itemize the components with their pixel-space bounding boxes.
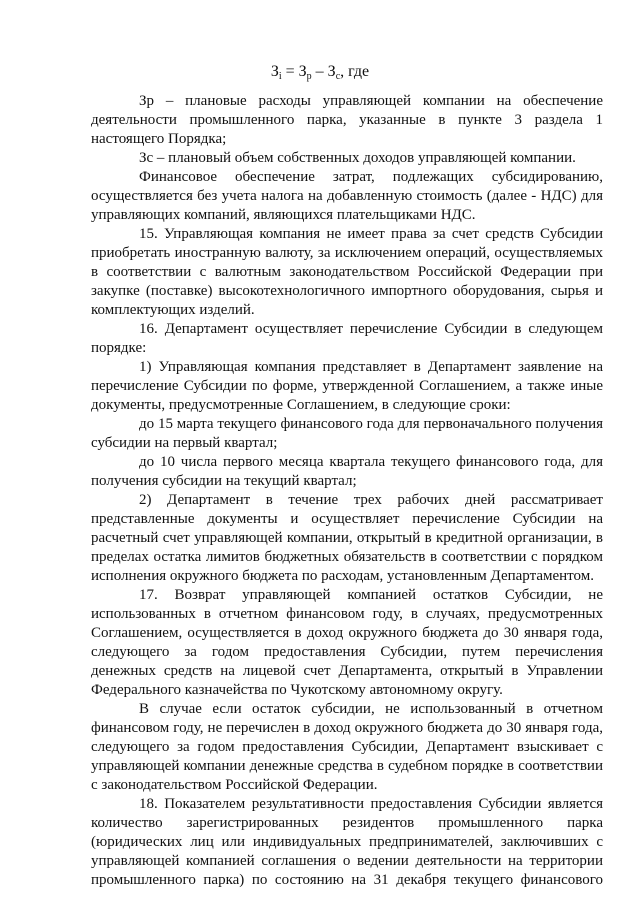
formula-term-b-subscript: с	[335, 71, 341, 82]
formula-minus: –	[311, 63, 328, 80]
paragraph-16-1: 1) Управляющая компания представляет в Департамент заявление на перечисление Субсидии по форме, утвержденной Соглашением, а также иные документы, предусмотренные Соглашением, в следующие сроки:	[91, 359, 603, 413]
paragraph-definition-zs: Зс – плановый объем собственных доходов управляющей компании.	[139, 150, 576, 166]
formula-lhs-subscript: i	[278, 71, 282, 82]
paragraph-definition-zr: Зр – плановые расходы управляющей компании на обеспечение деятельности промышленного парка, указанные в пункте 3 раздела 1 настоящего Порядка;	[91, 93, 603, 147]
paragraph-17-recovery: В случае если остаток субсидии, не использованный в отчетном финансовом году, не перечислен в доход окружного бюджета до 30 января года, следующего за годом предоставления Субсидии, Департамент взыскивает с управляющей компании денежные средства в судебном порядке в соответствии с законодательством Российской Федерации.	[91, 701, 603, 793]
formula-term-a-subscript: р	[306, 71, 312, 82]
paragraph-17: 17. Возврат управляющей компанией остатков Субсидии, не использованных в отчетном финансовом году, в случаях, предусмотренных Соглашением, осуществляется в доход окружного бюджета до 30 января года, следующего за годом предоставления Субсидии, путем перечисления денежных средств на лицевой счет Департамента, открытый в Управлении Федерального казначейства по Чукотскому автономному округу.	[91, 587, 603, 698]
document-body	[91, 92, 603, 890]
formula-term-b: З	[327, 63, 336, 80]
formula-term-a: З	[298, 63, 307, 80]
paragraph-16-2: 2) Департамент в течение трех рабочих дней рассматривает представленные документы и осуществляет перечисление Субсидии на расчетный счет управляющей компании, открытый в кредитной организации, в пределах остатка лимитов бюджетных обязательств в соответствии с порядком исполнения окружного бюджета по расходам, установленным Департаментом.	[91, 492, 603, 584]
formula-tail: , где	[340, 63, 370, 80]
paragraph-vat-note: Финансовое обеспечение затрат, подлежащих субсидированию, осуществляется без учета налога на добавленную стоимость (далее - НДС) для управляющих компаний, являющихся плательщиками НДС.	[91, 169, 603, 223]
paragraph-16: 16. Департамент осуществляет перечисление Субсидии в следующем порядке:	[91, 321, 603, 356]
formula-equals: =	[281, 63, 299, 80]
paragraph-15: 15. Управляющая компания не имеет права за счет средств Субсидии приобретать иностранную валюту, за исключением операций, осуществляемых в соответствии с валютным законодательством Российской Федерации при закупке (поставке) высокотехнологичного импортного оборудования, сырья и комплектующих изделий.	[91, 226, 603, 318]
paragraph-deadline-quarter: до 10 числа первого месяца квартала текущего финансового года, для получения субсидии на текущий квартал;	[91, 454, 603, 489]
paragraph-deadline-march: до 15 марта текущего финансового года для первоначального получения субсидии на первый квартал;	[91, 416, 603, 451]
formula	[0, 62, 640, 82]
formula-lhs: З	[270, 63, 279, 80]
paragraph-18: 18. Показателем результативности предоставления Субсидии является количество зарегистрированных резидентов промышленного парка (юридических лиц или индивидуальных предпринимателей, заключивших с управляющей компанией соглашения о ведении деятельности на территории промышленного парка) по состоянию на 31 декабря текущего финансового	[91, 796, 603, 888]
